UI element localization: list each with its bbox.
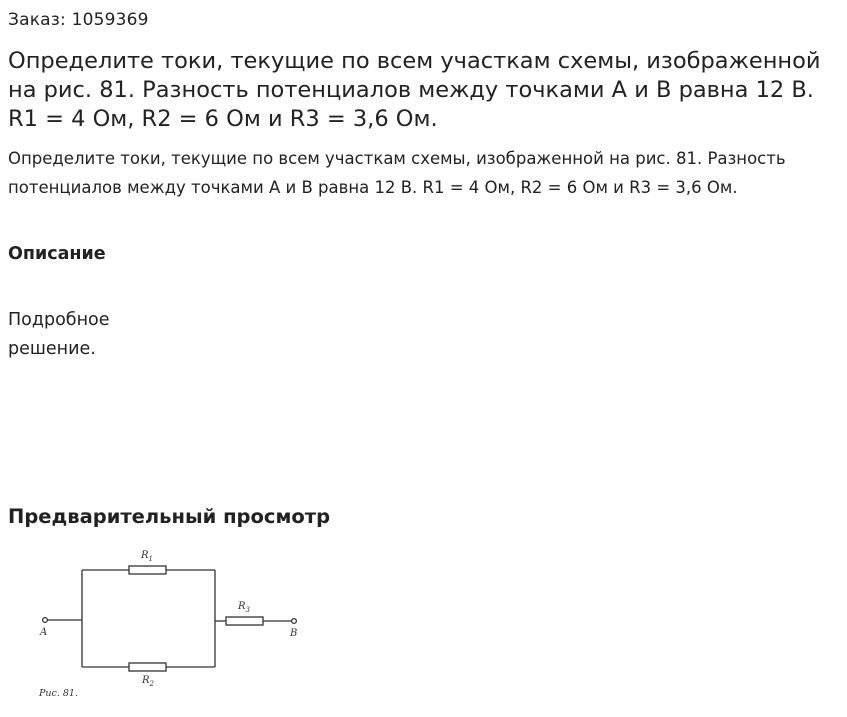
label-r3: $R_3$ — [238, 601, 250, 614]
terminal-b — [292, 619, 297, 624]
preview-heading: Предварительный просмотр — [8, 505, 331, 528]
label-r1: $R_1$ — [141, 550, 153, 563]
description-heading: Описание — [8, 244, 106, 264]
resistor-r3 — [226, 617, 263, 625]
task-description: Определите токи, текущие по всем участкам схемы, изображенной на рис. 81. Разность потенциалов между точками А и В равна 12 В. R1 = 4 Ом, R2 = 6 Ом и R3 = 3,6 Ом. — [8, 149, 786, 197]
description-text: Подробное решение. — [8, 310, 110, 359]
resistor-r2 — [129, 663, 166, 671]
figure-caption: Рис. 81. — [39, 688, 78, 699]
order-number: Заказ: 1059369 — [8, 10, 149, 30]
circuit-figure — [30, 540, 310, 710]
circuit-diagram — [30, 540, 310, 710]
resistor-r1 — [129, 566, 166, 574]
label-a: A — [40, 627, 48, 638]
label-b: B — [290, 628, 298, 639]
terminal-a — [43, 618, 48, 623]
label-r2: $R_2$ — [142, 675, 154, 688]
task-title: Определите токи, текущие по всем участкам схемы, изображенной на рис. 81. Разность потенциалов между точками А и В равна 12 В. R1 = 4 Ом, R2 = 6 Ом и R3 = 3,6 Ом. — [8, 48, 821, 132]
